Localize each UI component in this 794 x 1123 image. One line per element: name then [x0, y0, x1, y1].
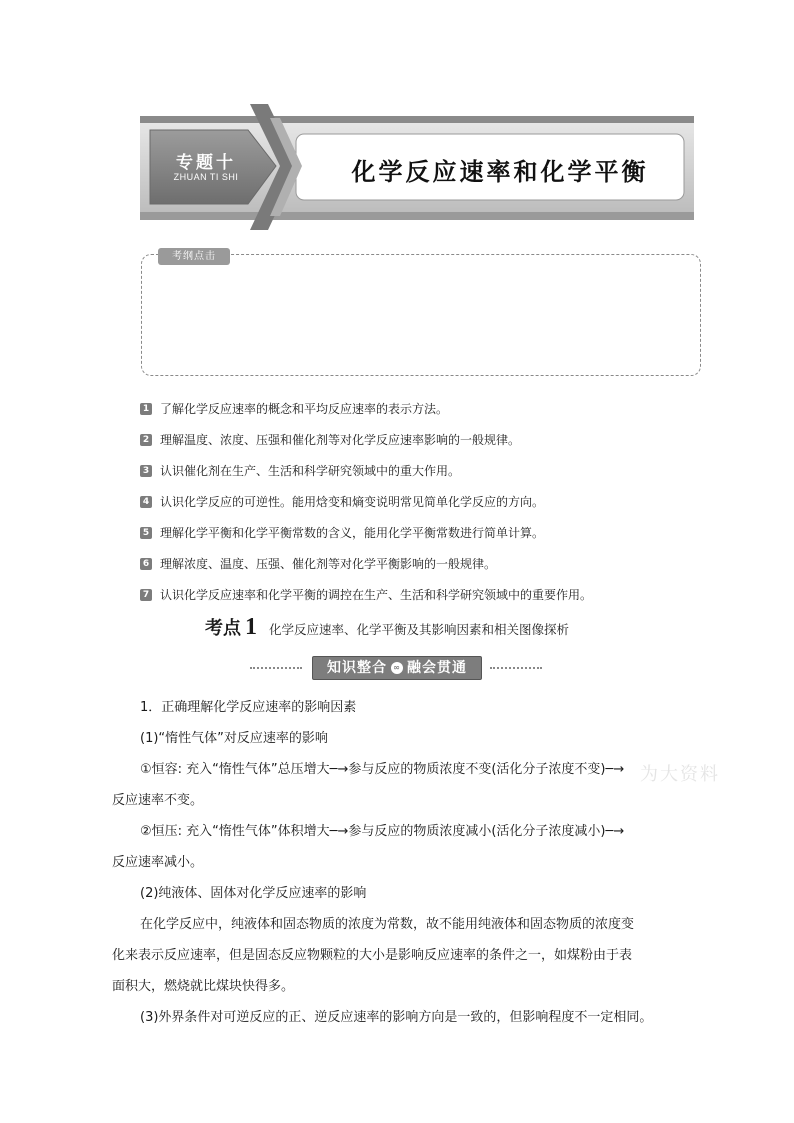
objective-number-badge: 5: [140, 527, 152, 539]
objective-item: [140, 486, 720, 517]
objective-text: 认识化学反应的可逆性。能用焓变和熵变说明常见简单化学反应的方向。: [160, 495, 545, 509]
chapter-badge-label: 专题十: [176, 153, 236, 173]
objective-text: 理解浓度、温度、压强、催化剂等对化学平衡影响的一般规律。: [160, 557, 497, 571]
knowledge-bar-left-label: 知识整合: [327, 660, 387, 676]
paragraph: ②恒压: 充入“惰性气体”体积增大─→参与反应的物质浓度减小(活化分子浓度减小)─→: [140, 824, 625, 839]
objective-item: [140, 455, 720, 486]
objective-number-badge: 3: [140, 465, 152, 477]
paragraph: (1)“惰性气体”对反应速率的影响: [140, 731, 328, 746]
objective-text: 认识化学反应速率和化学平衡的调控在生产、生活和科学研究领域中的重要作用。: [160, 588, 593, 602]
paragraph: (2)纯液体、固体对化学反应速率的影响: [140, 886, 367, 901]
objective-number-badge: 1: [140, 403, 152, 415]
objective-text: 了解化学反应速率的概念和平均反应速率的表示方法。: [160, 402, 449, 416]
chapter-title: 化学反应速率和化学平衡: [351, 158, 649, 186]
paragraph: 在化学反应中，纯液体和固态物质的浓度为常数，故不能用纯液体和固态物质的浓度变: [140, 917, 635, 932]
body-content: [112, 692, 682, 1033]
objectives-list: [140, 393, 720, 610]
divider-line: [490, 667, 542, 669]
knowledge-bar-right-label: 融会贯通: [407, 660, 467, 676]
objective-number-badge: 6: [140, 558, 152, 570]
section-description: 化学反应速率、化学平衡及其影响因素和相关图像探析: [269, 622, 570, 637]
paragraph: 反应速率减小。: [112, 855, 204, 870]
objective-item: [140, 579, 720, 610]
objective-number-badge: 7: [140, 589, 152, 601]
knowledge-bar-box: [312, 656, 482, 680]
paragraph: 1．正确理解化学反应速率的影响因素: [140, 700, 357, 715]
syllabus-tag: 考纲点击: [158, 248, 230, 265]
section-label: 考点: [205, 618, 241, 639]
objective-item: [140, 424, 720, 455]
knowledge-bar: [250, 656, 542, 680]
objective-number-badge: 2: [140, 434, 152, 446]
section-heading: [205, 614, 665, 642]
paragraph: 反应速率不变。: [112, 793, 204, 808]
link-icon: ∞: [391, 662, 403, 674]
chapter-badge-pinyin: ZHUAN TI SHI: [173, 172, 239, 182]
objective-text: 理解温度、浓度、压强和催化剂等对化学反应速率影响的一般规律。: [160, 433, 521, 447]
paragraph: (3)外界条件对可逆反应的正、逆反应速率的影响方向是一致的，但影响程度不一定相同。: [140, 1010, 653, 1025]
divider-line: [250, 667, 302, 669]
objective-item: [140, 517, 720, 548]
objective-text: 理解化学平衡和化学平衡常数的含义，能用化学平衡常数进行简单计算。: [160, 526, 545, 540]
paragraph: 面积大，燃烧就比煤块快得多。: [112, 979, 295, 994]
watermark: 为大资料: [640, 764, 720, 785]
objective-item: [140, 548, 720, 579]
objective-number-badge: 4: [140, 496, 152, 508]
section-number: 1: [245, 614, 257, 640]
paragraph: 化来表示反应速率，但是固态反应物颗粒的大小是影响反应速率的条件之一，如煤粉由于表: [112, 948, 633, 963]
objective-text: 认识催化剂在生产、生活和科学研究领域中的重大作用。: [160, 464, 461, 478]
paragraph: ①恒容: 充入“惰性气体”总压增大─→参与反应的物质浓度不变(活化分子浓度不变)─→: [140, 762, 625, 777]
syllabus-box: [141, 254, 701, 376]
objective-item: [140, 393, 720, 424]
chapter-banner: [140, 104, 694, 230]
